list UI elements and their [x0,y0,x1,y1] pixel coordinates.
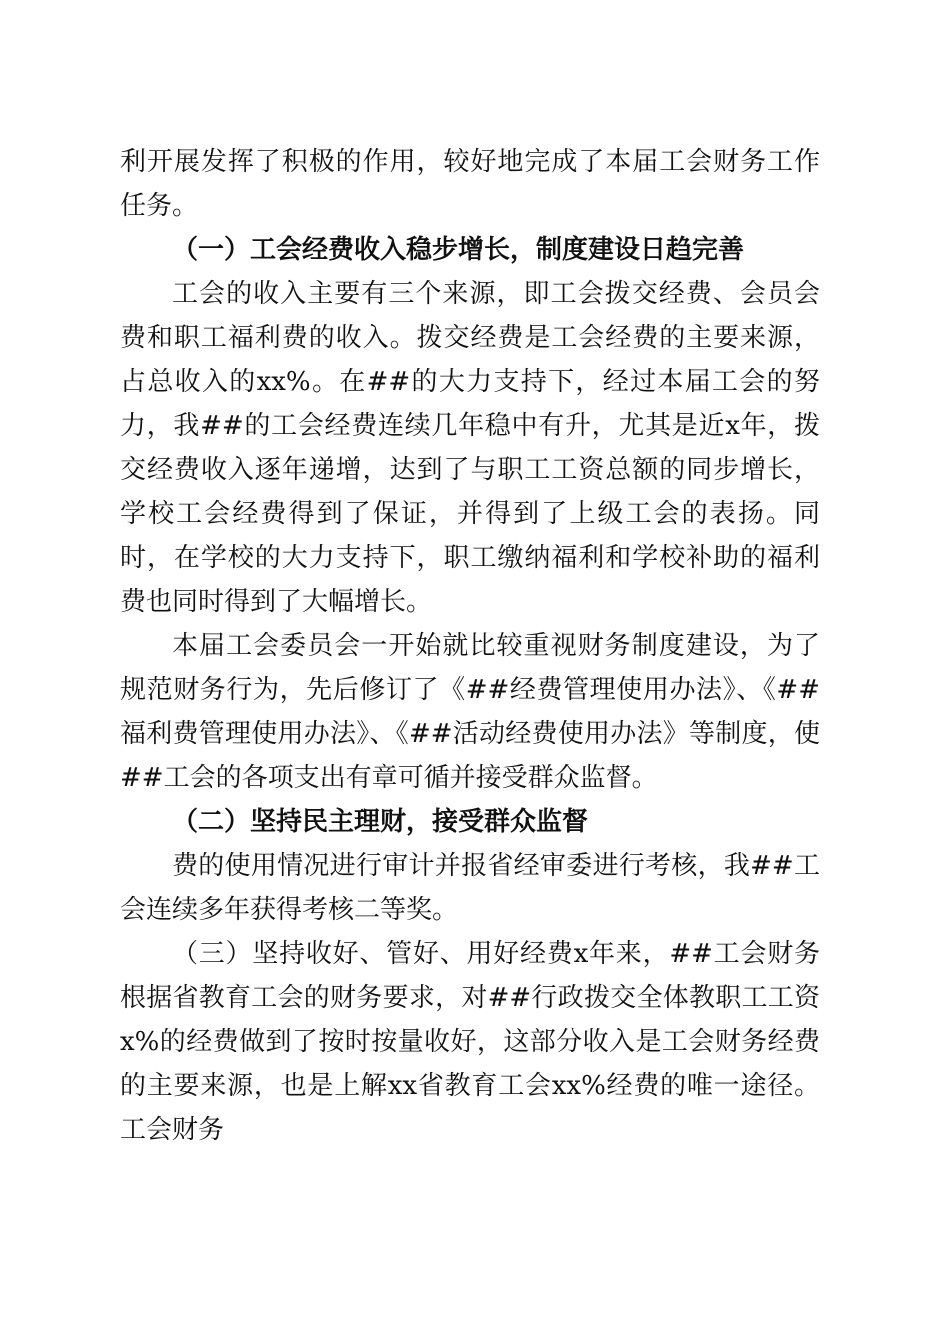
paragraph-audit: 费的使用情况进行审计并报省经审委进行考核，我##工会连续多年获得考核二等奖。 [120,851,820,925]
document-body [120,140,820,1152]
section-heading-3-paragraph: （三）坚持收好、管好、用好经费x年来，##工会财务根据省教育工会的财务要求，对##行政拨交全体教职工工资x%的经费做到了按时按量收好，这部分收入是工会财务经费的主要来源，也是上解xx省教育工会xx%经费的唯一途径。工会财务 [120,939,820,1145]
paragraph-continuation: 利开展发挥了积极的作用，较好地完成了本届工会财务工作任务。 [120,147,820,221]
section-heading-1: （一）工会经费收入稳步增长，制度建设日趋完善 [172,235,745,265]
paragraph-financial-system: 本届工会委员会一开始就比较重视财务制度建设，为了规范财务行为，先后修订了《##经费管理使用办法》、《##福利费管理使用办法》、《##活动经费使用办法》等制度，使##工会的各项支出有章可循并接受群众监督。 [120,631,820,793]
section-heading-2: （二）坚持民主理财，接受群众监督 [172,807,589,837]
paragraph-income-sources: 工会的收入主要有三个来源，即工会拨交经费、会员会费和职工福利费的收入。拨交经费是工会经费的主要来源，占总收入的xx%。在##的大力支持下，经过本届工会的努力，我##的工会经费连续几年稳中有升，尤其是近x年，拨交经费收入逐年递增，达到了与职工工资总额的同步增长，学校工会经费得到了保证，并得到了上级工会的表扬。同时，在学校的大力支持下，职工缴纳福利和学校补助的福利费也同时得到了大幅增长。 [120,279,820,617]
